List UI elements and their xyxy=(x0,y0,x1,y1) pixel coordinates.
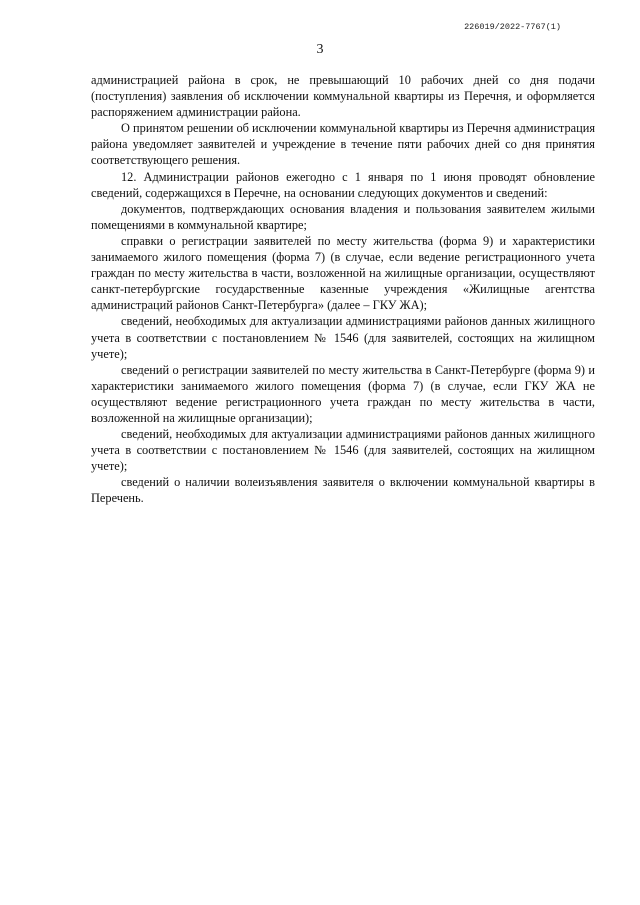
paragraph: документов, подтверждающих основания владения и пользования заявителем жилыми помещениями в коммунальной квартире; xyxy=(91,201,595,232)
paragraph: администрацией района в срок, не превышающий 10 рабочих дней со дня подачи (поступления) заявления об исключении коммунальной квартиры из Перечня, и оформляется распоряжением администрации района. xyxy=(91,73,595,120)
paragraph: сведений о наличии волеизъявления заявителя о включении коммунальной квартиры в Перечень. xyxy=(91,475,595,506)
paragraph: 12. Администрации районов ежегодно с 1 января по 1 июня проводят обновление сведений, содержащихся в Перечне, на основании следующих документов и сведений: xyxy=(91,169,595,200)
document-id: 226019/2022-7767(1) xyxy=(464,22,561,32)
document-body xyxy=(91,72,595,507)
paragraph: справки о регистрации заявителей по месту жительства (форма 9) и характеристики занимаемого жилого помещения (форма 7) (в случае, если ведение регистрационного учета граждан по месту жительства в части, возложенной на жилищные организации, осуществляют санкт-петербургские государственные казенные учреждения «Жилищные агентства администраций районов Санкт-Петербурга» (далее – ГКУ ЖА); xyxy=(91,233,595,313)
page-number: 3 xyxy=(316,42,324,57)
paragraph: сведений о регистрации заявителей по месту жительства в Санкт-Петербурге (форма 9) и характеристики занимаемого жилого помещения (форма 7) (в случае, если ГКУ ЖА не осуществляют ведение регистрационного учета граждан по месту жительства в части, возложенной на жилищные организации); xyxy=(91,362,595,425)
paragraph: сведений, необходимых для актуализации администрациями районов данных жилищного учета в соответствии с постановлением № 1546 (для заявителей, состоящих на жилищном учете); xyxy=(91,314,595,361)
paragraph: сведений, необходимых для актуализации администрациями районов данных жилищного учета в соответствии с постановлением № 1546 (для заявителей, состоящих на жилищном учете); xyxy=(91,427,595,474)
paragraph: О принятом решении об исключении коммунальной квартиры из Перечня администрация района уведомляет заявителей и учреждение в течение пяти рабочих дней со дня принятия соответствующего решения. xyxy=(91,121,595,168)
